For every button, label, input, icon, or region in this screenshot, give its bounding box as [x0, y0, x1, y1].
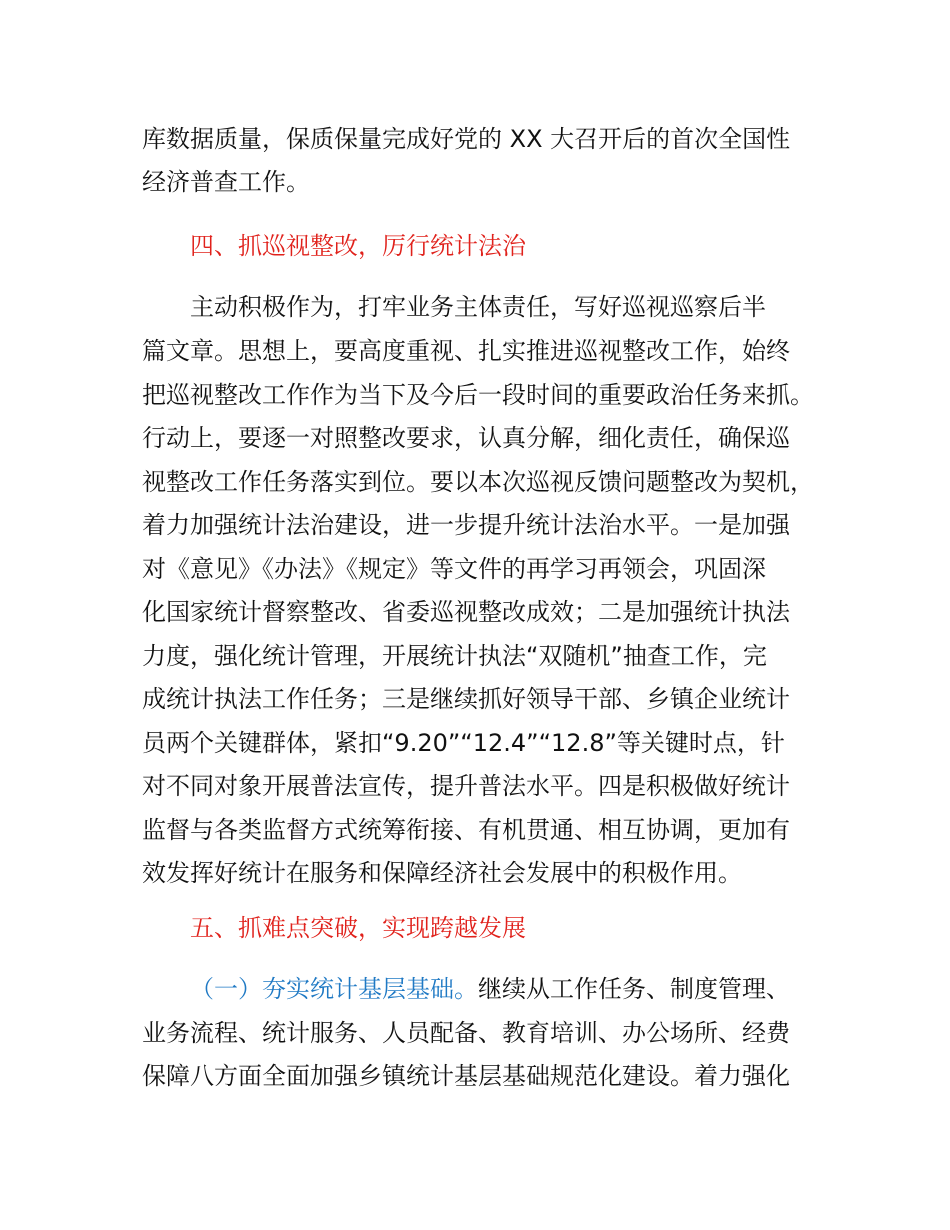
para-four-line-2: 篇文章。思想上，要高度重视、扎实推进巡视整改工作，始终 — [142, 337, 790, 365]
para-five-line-3: 保障八方面全面加强乡镇统计基层基础规范化建设。着力强化 — [142, 1062, 790, 1090]
para-five-line-1 — [190, 974, 790, 1004]
para-four-line-9: 力度，强化统计管理，开展统计执法“双随机”抽查工作，完 — [142, 642, 767, 670]
para-four-line-10: 成统计执法工作任务；三是继续抓好领导干部、乡镇企业统计 — [142, 685, 790, 713]
para-four-line-4: 行动上，要逐一对照整改要求，认真分解，细化责任，确保巡 — [142, 424, 790, 452]
para-four-line-12: 对不同对象开展普法宣传，提升普法水平。四是积极做好统计 — [142, 772, 790, 800]
para-four-line-8: 化国家统计督察整改、省委巡视整改成效；二是加强统计执法 — [142, 598, 790, 626]
para-four-line-3: 把巡视整改工作作为当下及今后一段时间的重要政治任务来抓。 — [142, 381, 814, 409]
para-four-line-7: 对《意见》《办法》《规定》等文件的再学习再领会，巩固深 — [142, 555, 766, 583]
para-four-line-5: 视整改工作任务落实到位。要以本次巡视反馈问题整改为契机， — [142, 468, 814, 496]
para-four-line-1: 主动积极作为，打牢业务主体责任，写好巡视巡察后半 — [190, 293, 766, 321]
para-four-line-6: 着力加强统计法治建设，进一步提升统计法治水平。一是加强 — [142, 511, 790, 539]
para-top-line-1: 库数据质量，保质保量完成好党的 XX 大召开后的首次全国性 — [142, 125, 791, 153]
para-four-line-11: 员两个关键群体，紧扣“9.20”“12.4”“12.8”等关键时点，针 — [142, 729, 785, 757]
para-top-line-2: 经济普查工作。 — [142, 168, 310, 196]
section-heading-four: 四、抓巡视整改，厉行统计法治 — [190, 232, 526, 260]
subheading-one: （一）夯实统计基层基础。 — [190, 975, 478, 1003]
para-four-line-13: 监督与各类监督方式统筹衔接、有机贯通、相互协调，更加有 — [142, 816, 790, 844]
section-heading-five: 五、抓难点突破，实现跨越发展 — [190, 914, 526, 942]
para-four-line-14: 效发挥好统计在服务和保障经济社会发展中的积极作用。 — [142, 859, 742, 887]
para-five-line-2: 业务流程、统计服务、人员配备、教育培训、办公场所、经费 — [142, 1019, 790, 1047]
para-five-line-1-rest: 继续从工作任务、制度管理、 — [478, 975, 790, 1003]
